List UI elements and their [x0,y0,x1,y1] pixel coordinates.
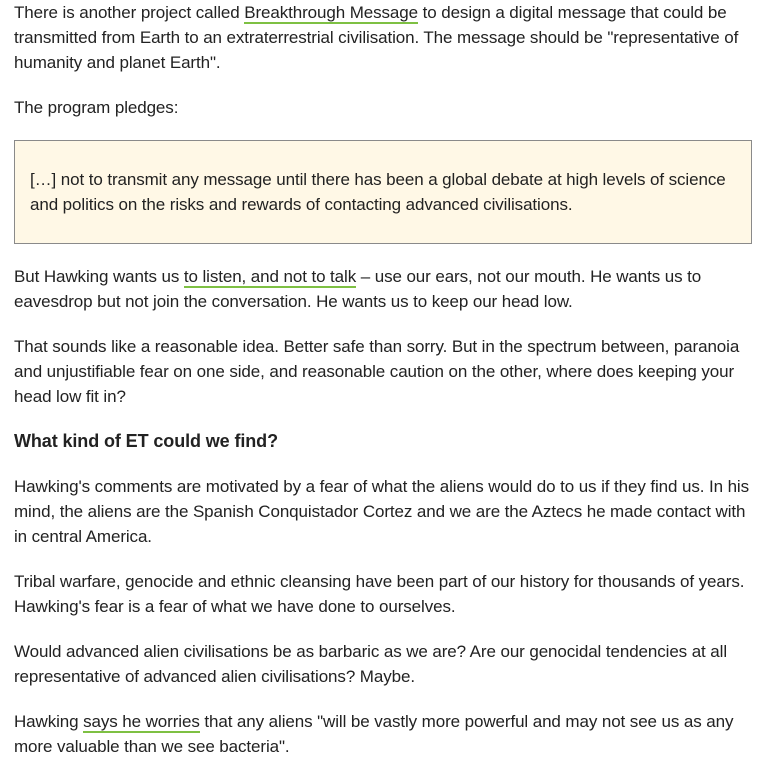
paragraph-text: Hawking [14,712,84,731]
paragraph-breakthrough-message [14,0,758,75]
blockquote-text: […] not to transmit any message until there has been a global debate at high levels of science and politics on the risks and rewards of contacting advanced civilisations. [30,170,726,214]
breakthrough-message-link[interactable]: Breakthrough Message [244,3,418,22]
paragraph-text: But Hawking wants us [14,267,184,286]
section-heading: What kind of ET could we find? [14,431,278,451]
paragraph-says-he-worries [14,709,758,759]
paragraph-text: – use our ears, not our mouth. He wants us to eavesdrop but not join the conversation. He wants us to keep our head low. [14,267,702,311]
paragraph-tribal-warfare: Tribal warfare, genocide and ethnic cleansing have been part of our history for thousands of years. Hawking's fear is a fear of what we have done to ourselves. [14,572,745,616]
paragraph-advanced-civilisations: Would advanced alien civilisations be as barbaric as we are? Are our genocidal tendencies at all representative of advanced alien civilisations? Maybe. [14,642,728,686]
paragraph-program-pledges: The program pledges: [14,98,179,117]
paragraph-text: that any aliens "will be vastly more powerful and may not see us as any more valuable than we see bacteria". [14,712,734,756]
paragraph-text: There is another project called [14,3,245,22]
paragraph-text: to design a digital message that could be transmitted from Earth to an extraterrestrial civilisation. The message should be "representative of humanity and planet Earth". [14,3,739,72]
blockquote [14,140,752,244]
listen-not-talk-link[interactable]: to listen, and not to talk [183,267,357,286]
paragraph-reasonable-idea: That sounds like a reasonable idea. Better safe than sorry. But in the spectrum between, paranoia and unjustifiable fear on one side, and reasonable caution on the other, where does keeping your head low fit in? [14,337,740,406]
says-he-worries-link[interactable]: says he worries [83,712,200,731]
paragraph-hawking-listen [14,264,758,314]
article-body [14,0,758,779]
paragraph-hawking-comments: Hawking's comments are motivated by a fear of what the aliens would do to us if they find us. In his mind, the aliens are the Spanish Conquistador Cortez and we are the Aztecs he made contact with in central America. [14,477,750,546]
